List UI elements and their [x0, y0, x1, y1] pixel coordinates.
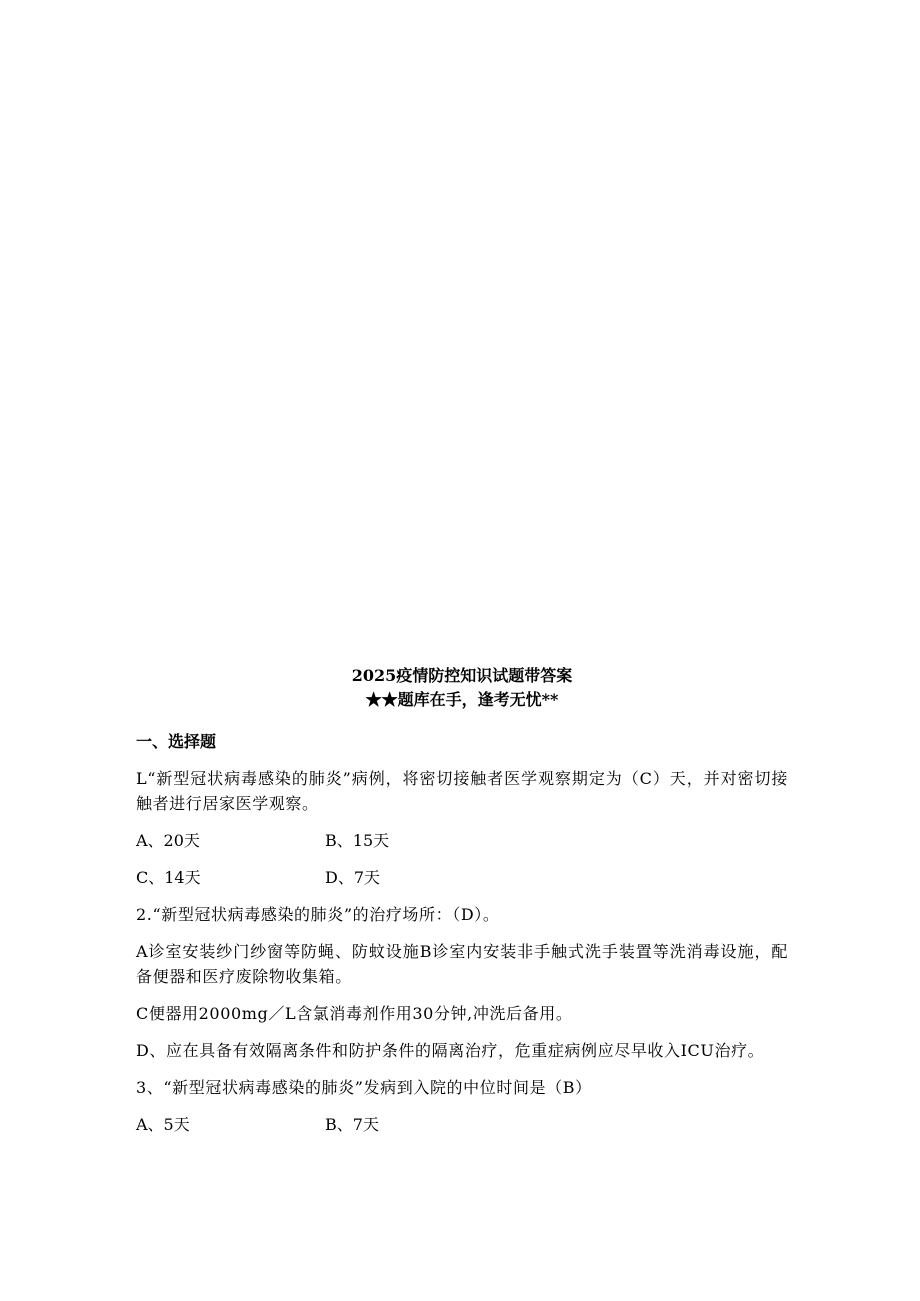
question-3-option-a: A、5天 [136, 1115, 190, 1134]
document-title: 2025疫情防控知识试题带答案 [351, 666, 573, 685]
document-subtitle: ★★题库在手，逢考无忧** [365, 690, 559, 709]
question-1-options-row-1 [136, 828, 788, 853]
question-3-text: 3、“新型冠状病毒感染的肺炎”发病到入院的中位时间是（B） [136, 1078, 592, 1097]
question-1-option-a: A、20天 [136, 831, 200, 850]
question-3-options-row-1 [136, 1112, 788, 1137]
question-1-text: L“新型冠状病毒感染的肺炎”病例，将密切接触者医学观察期定为（C）天，并对密切接触者进行居家医学观察。 [136, 769, 788, 813]
question-1-option-c: C、14天 [136, 868, 201, 887]
section-heading: 一、选择题 [136, 732, 217, 751]
question-3-option-b: B、7天 [325, 1115, 379, 1134]
document-content [136, 664, 788, 1137]
question-2-option-d: D、应在具备有效隔离条件和防护条件的隔离治疗，危重症病例应尽早收入ICU治疗。 [136, 1041, 765, 1060]
question-1-option-b: B、15天 [325, 831, 390, 850]
question-2-option-ab: A诊室安装纱门纱窗等防蝇、防蚊设施B诊室内安装非手触式洗手装置等洗消毒设施，配备便器和医疗废除物收集箱。 [136, 942, 788, 986]
question-2-text: 2.“新型冠状病毒感染的肺炎”的治疗场所：（D）。 [136, 905, 500, 924]
question-1-option-d: D、7天 [325, 868, 381, 887]
question-2-option-c: C便器用2000mg／L含氯消毒剂作用30分钟,冲洗后备用。 [136, 1004, 573, 1023]
question-1-options-row-2 [136, 865, 788, 890]
